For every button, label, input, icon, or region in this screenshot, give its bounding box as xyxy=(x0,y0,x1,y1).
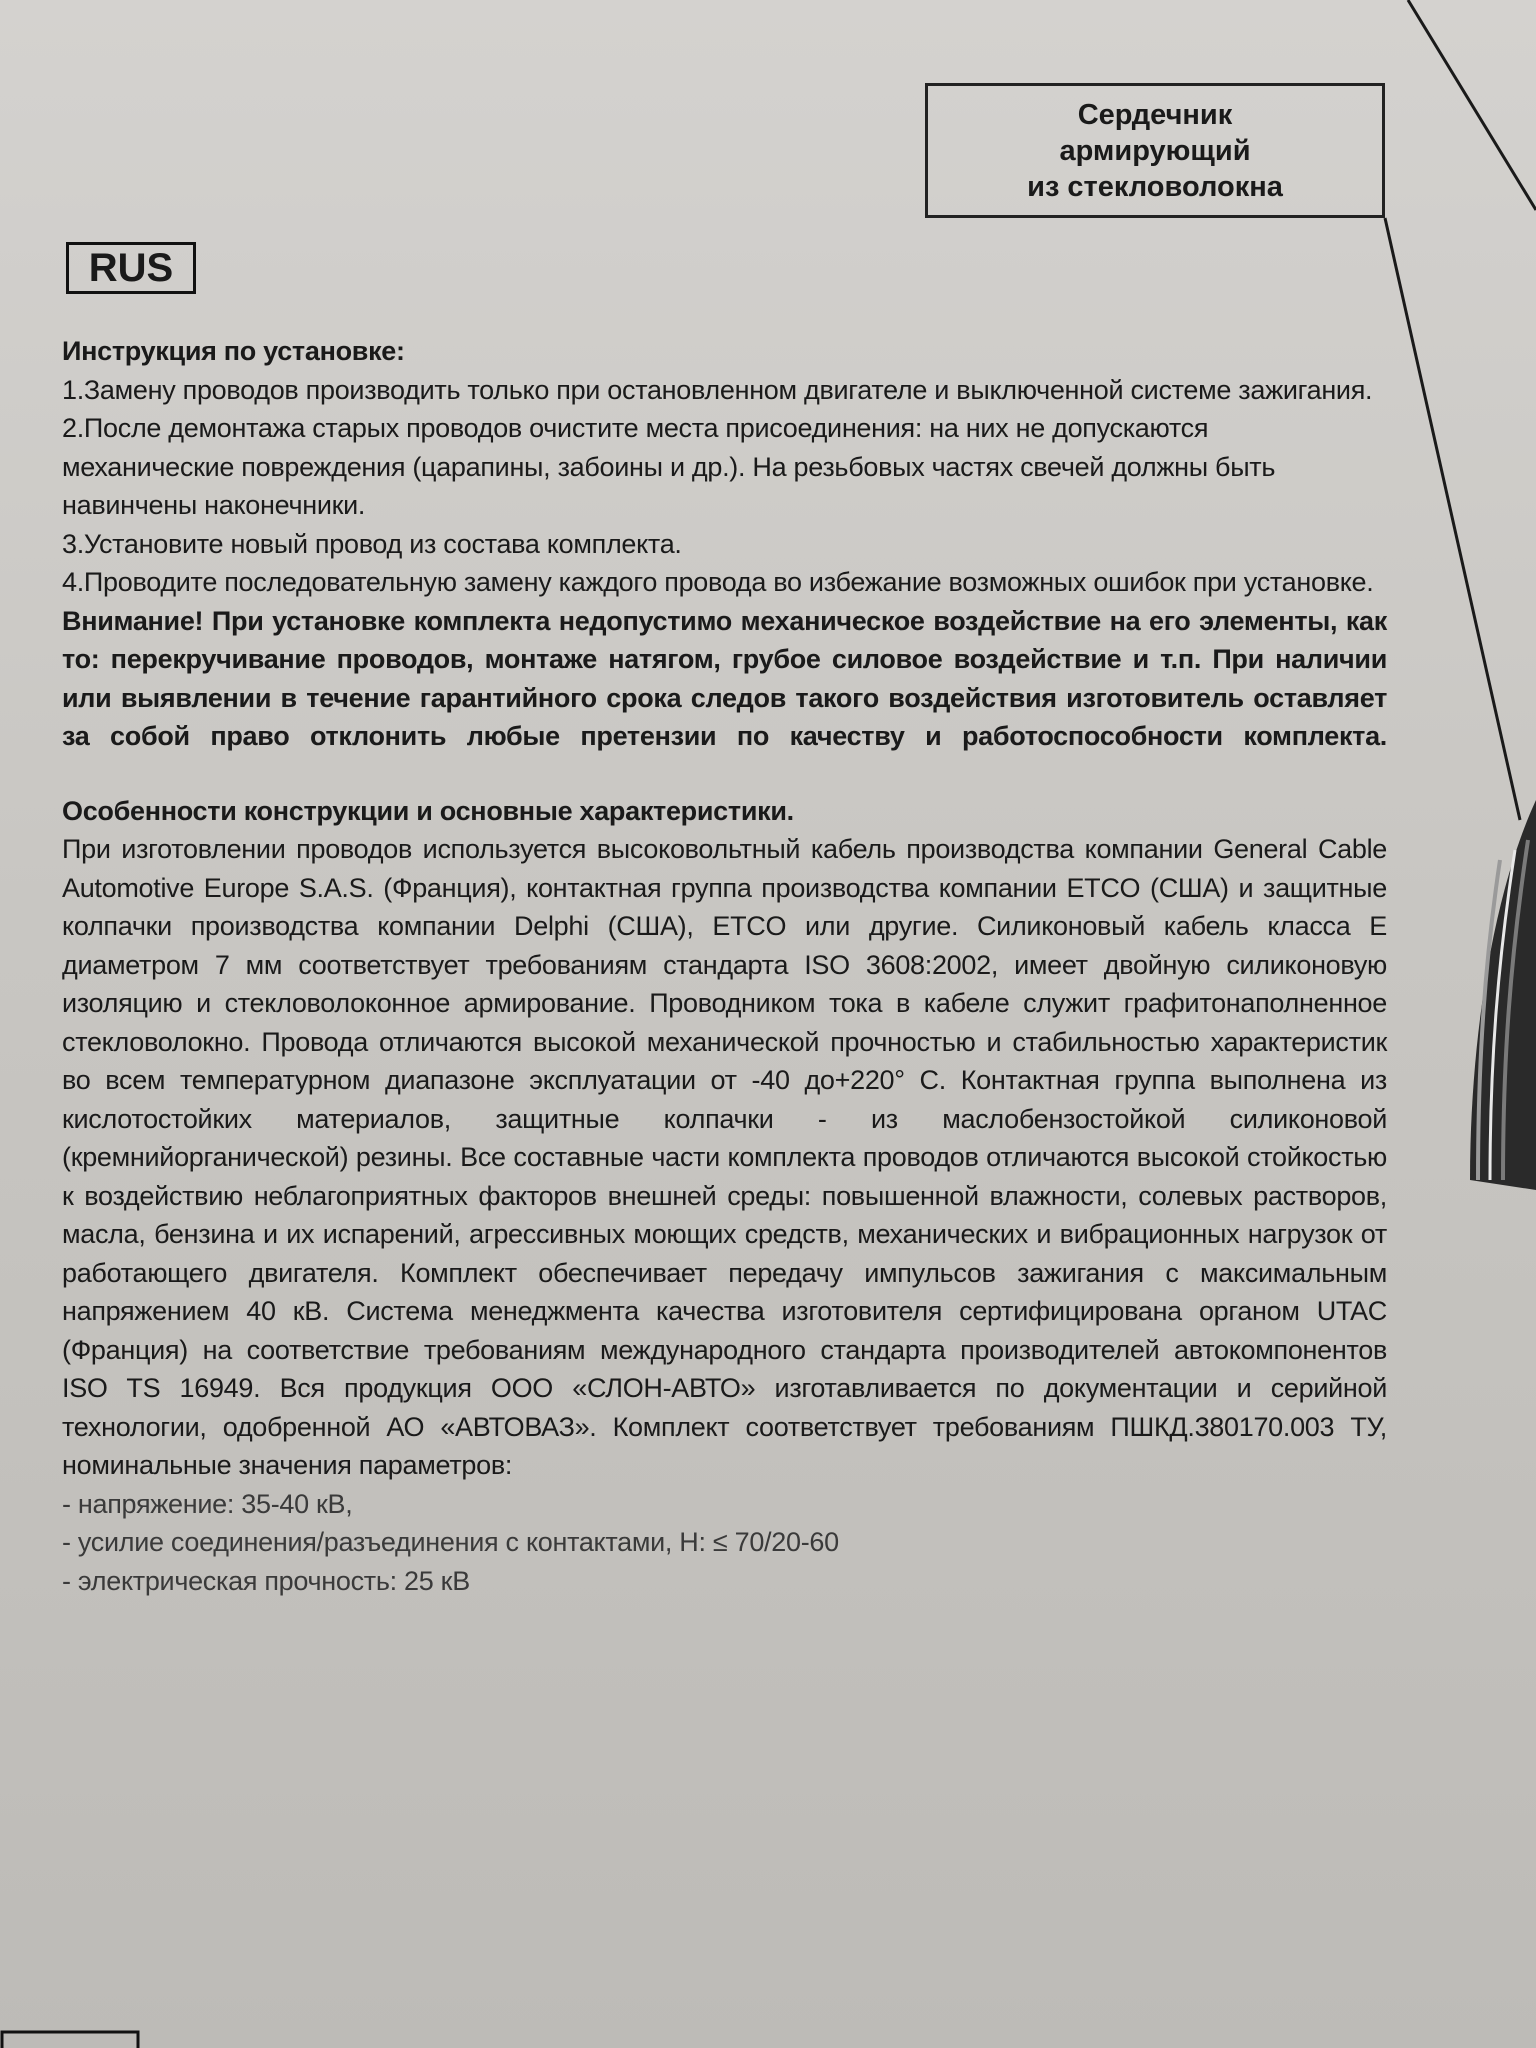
cable-cross-section-graphic xyxy=(1470,800,1536,1190)
leader-line-callout xyxy=(1385,218,1520,820)
language-badge: RUS xyxy=(66,242,196,294)
installation-warning: Внимание! При установке комплекта недопустимо механическое воздействие на его элементы, как то: перекручивание проводов, монтаже натягом, грубое силовое воздействие и т.п. При наличии или выявлении в течение гарантийного срока следов такого воздействия изготовитель оставляет за собой право отклонить любые претензии по качеству и работоспособности комплекта. xyxy=(62,605,1387,751)
callout-line-1: Сердечник xyxy=(1077,98,1233,131)
glass-fiber-core-callout xyxy=(925,83,1385,218)
callout-line-2: армирующий xyxy=(1059,134,1251,167)
installation-step-4: 4.Проводите последовательную замену каждого провода во избежание возможных ошибок при установке. xyxy=(62,567,1374,597)
instruction-document xyxy=(62,332,1387,1600)
features-heading: Особенности конструкции и основные характеристики. xyxy=(62,795,794,826)
installation-heading: Инструкция по установке: xyxy=(62,336,405,366)
spec-connection-force: - усилие соединения/разъединения с контактами, Н: ≤ 70/20-60 xyxy=(62,1527,839,1557)
section-spacer xyxy=(62,756,1387,792)
spec-voltage: - напряжение: 35-40 кВ, xyxy=(62,1488,353,1519)
callout-line-3: из стекловолокна xyxy=(1027,170,1283,203)
spec-dielectric-strength: - электрическая прочность: 25 кВ xyxy=(62,1565,470,1596)
installation-step-1: 1.Замену проводов производить только при остановленном двигателе и выключенной системе зажигания. xyxy=(62,374,1373,405)
features-body: При изготовлении проводов используется высоковольтный кабель производства компании General Cable Automotive Europe S.A.S. (Франция), контактная группа производства компании ETCO (США) и защитные колпачки производства компании Delphi (США), ETCO или другие. Силиконовый кабель класса E диаметром 7 мм соответствует требованиям стандарта ISO 3608:2002, имеет двойную силиконовую изоляцию и стекловолоконное армирование. Проводником тока в кабеле служит графитонаполненное стекловолокно. Провода отличаются высокой механической прочностью и стабильностью характеристик во всем температурном диапазоне эксплуатации от -40 до+220° С. Контактная группа выполнена из кислотостойких материалов, защитные колпачки - из маслобензостойкой силиконовой (кремнийорганической) резины. Все составные части комплекта проводов отличаются высокой стойкостью к воздействию неблагоприятных факторов внешней среды: повышенной влажности, солевых растворов, масла, бензина и их испарений, агрессивных моющих средств, механических и вибрационных нагрузок от работающего двигателя. Комплект обеспечивает передачу импульсов зажигания с максимальным напряжением 40 кВ. Система менеджмента качества изготовителя сертифицирована органом UTAC (Франция) на соответствие требованиям международного стандарта производителей автокомпонентов ISO TS 16949. Вся продукция ООО «СЛОН-АВТО» изготавливается по документации и серийной технологии, одобренной АО «АВТОВАЗ». Комплект соответствует требованиям ПШКД.380170.003 ТУ, номинальные значения параметров: xyxy=(62,834,1387,1480)
installation-step-2: 2.После демонтажа старых проводов очистите места присоединения: на них не допускаются механические повреждения (царапины, забоины и др.). На резьбовых частях свечей должны быть навинчены наконечники. xyxy=(62,413,1276,520)
installation-step-3: 3.Установите новый провод из состава комплекта. xyxy=(62,528,682,559)
leader-line-top xyxy=(1408,0,1536,210)
bottom-border-fragment xyxy=(0,2028,140,2048)
